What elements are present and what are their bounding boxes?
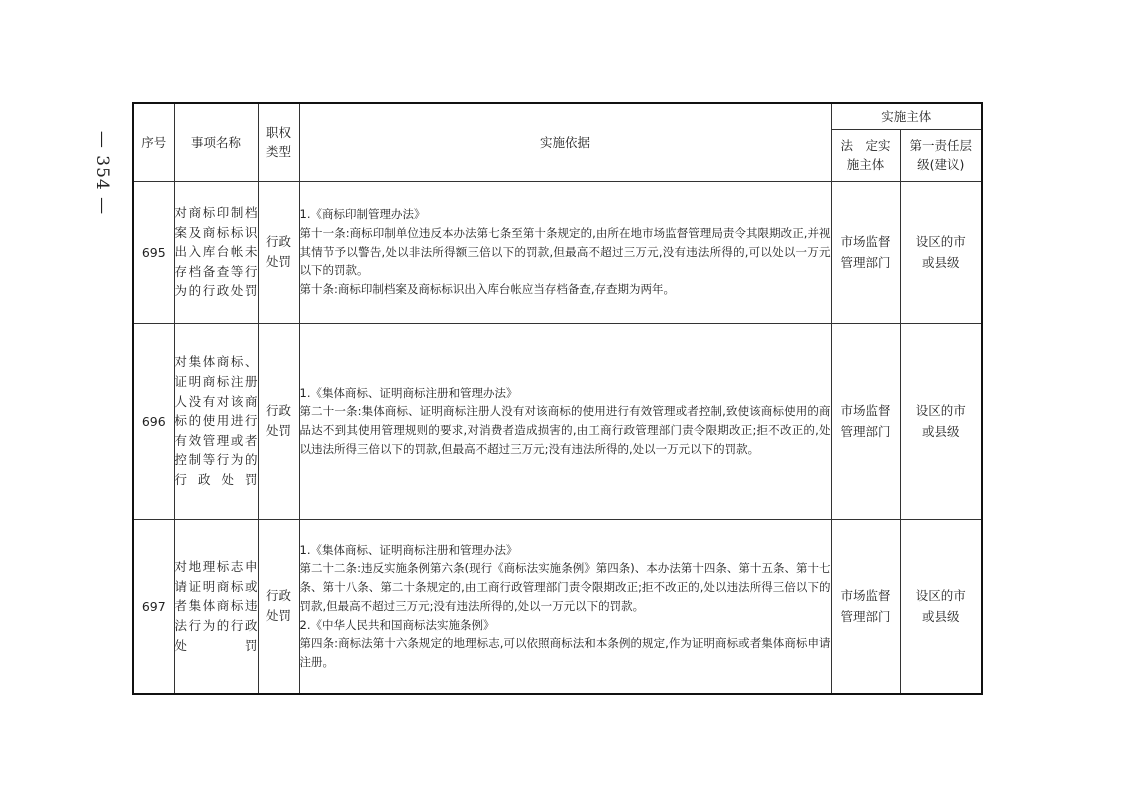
basis-line: 第二十二条:违反实施条例第六条(现行《商标法实施条例》第四条)、本办法第十四条、第十五条、第十七条、第十八条、第二十条规定的,由工商行政管理部门责令限期改正;拒不改正的,处以违法所得三倍以下的罚款,但最高不超过三万元;没有违法所得的,处以一万元以下的罚款。 — [299, 561, 831, 613]
header-first-level — [900, 129, 982, 181]
row-legal-subject-text: 市场监督管理部门 — [840, 403, 891, 439]
row-first-level — [900, 181, 982, 323]
header-no: 序号 — [133, 103, 174, 181]
row-no: 697 — [133, 519, 174, 694]
authority-table — [132, 102, 983, 695]
row-first-level-text: 设区的市或县级 — [915, 234, 966, 270]
header-basis: 实施依据 — [299, 103, 831, 181]
header-name: 事项名称 — [174, 103, 258, 181]
row-type-text: 行政处罚 — [265, 403, 291, 438]
row-basis — [299, 181, 831, 323]
row-type — [258, 323, 299, 519]
basis-line: 第二十一条:集体商标、证明商标注册人没有对该商标的使用进行有效管理或者控制,致使该商标使用的商品达不到其使用管理规则的要求,对消费者造成损害的,由工商行政管理部门责令限期改正;拒不改正的,处以违法所得三倍以下的罚款,但最高不超过三万元;没有违法所得的,处以一万元以下的罚款。 — [299, 404, 831, 456]
row-legal-subject — [831, 519, 900, 694]
header-type — [258, 103, 299, 181]
row-name: 对地理标志申请证明商标或者集体商标违法行为的行政处罚 — [174, 519, 258, 694]
row-first-level-text: 设区的市或县级 — [915, 588, 966, 625]
table-row — [133, 323, 982, 519]
basis-line: 第十一条:商标印制单位违反本办法第七条至第十条规定的,由所在地市场监督管理局责令其限期改正,并视其情节予以警告,处以非法所得额三倍以下的罚款,但最高不超过三万元,没有违法所得的,可以处以一万元以下的罚款。 — [299, 225, 831, 278]
row-legal-subject — [831, 181, 900, 323]
row-type-text: 行政处罚 — [265, 234, 291, 269]
table-header — [133, 103, 982, 181]
basis-line: 1.《集体商标、证明商标注册和管理办法》 — [299, 542, 518, 557]
row-type — [258, 519, 299, 694]
page-number — [82, 128, 122, 218]
table-row — [133, 519, 982, 694]
basis-line: 2.《中华人民共和国商标法实施条例》 — [299, 617, 495, 632]
header-type-text: 职权类型 — [265, 125, 291, 160]
row-legal-subject-text: 市场监督管理部门 — [840, 234, 891, 270]
header-legal-subject-text: 法 定实施主体 — [840, 138, 891, 172]
row-legal-subject-text: 市场监督管理部门 — [840, 588, 891, 625]
row-type — [258, 181, 299, 323]
row-legal-subject — [831, 323, 900, 519]
basis-line: 1.《集体商标、证明商标注册和管理办法》 — [299, 385, 518, 400]
page-number-text: — 354 — — [92, 130, 113, 216]
row-first-level — [900, 519, 982, 694]
basis-line: 第四条:商标法第十六条规定的地理标志,可以依照商标法和本条例的规定,作为证明商标或者集体商标申请注册。 — [299, 636, 831, 669]
table-row — [133, 181, 982, 323]
row-basis — [299, 323, 831, 519]
row-no: 695 — [133, 181, 174, 323]
basis-line: 1.《商标印制管理办法》 — [299, 207, 426, 222]
header-subject: 实施主体 — [831, 103, 982, 129]
row-basis — [299, 519, 831, 694]
basis-line: 第十条:商标印制档案及商标标识出入库台帐应当存档备查,存查期为两年。 — [299, 282, 676, 297]
row-name: 对商标印制档案及商标标识出入库台帐未存档备查等行为的行政处罚 — [174, 181, 258, 323]
row-first-level-text: 设区的市或县级 — [915, 403, 966, 439]
row-first-level — [900, 323, 982, 519]
row-type-text: 行政处罚 — [265, 588, 291, 624]
header-legal-subject — [831, 129, 900, 181]
row-no: 696 — [133, 323, 174, 519]
row-name: 对集体商标、证明商标注册人没有对该商标的使用进行有效管理或者控制等行为的行政处罚 — [174, 323, 258, 519]
header-first-level-text: 第一责任层级(建议) — [909, 138, 972, 172]
